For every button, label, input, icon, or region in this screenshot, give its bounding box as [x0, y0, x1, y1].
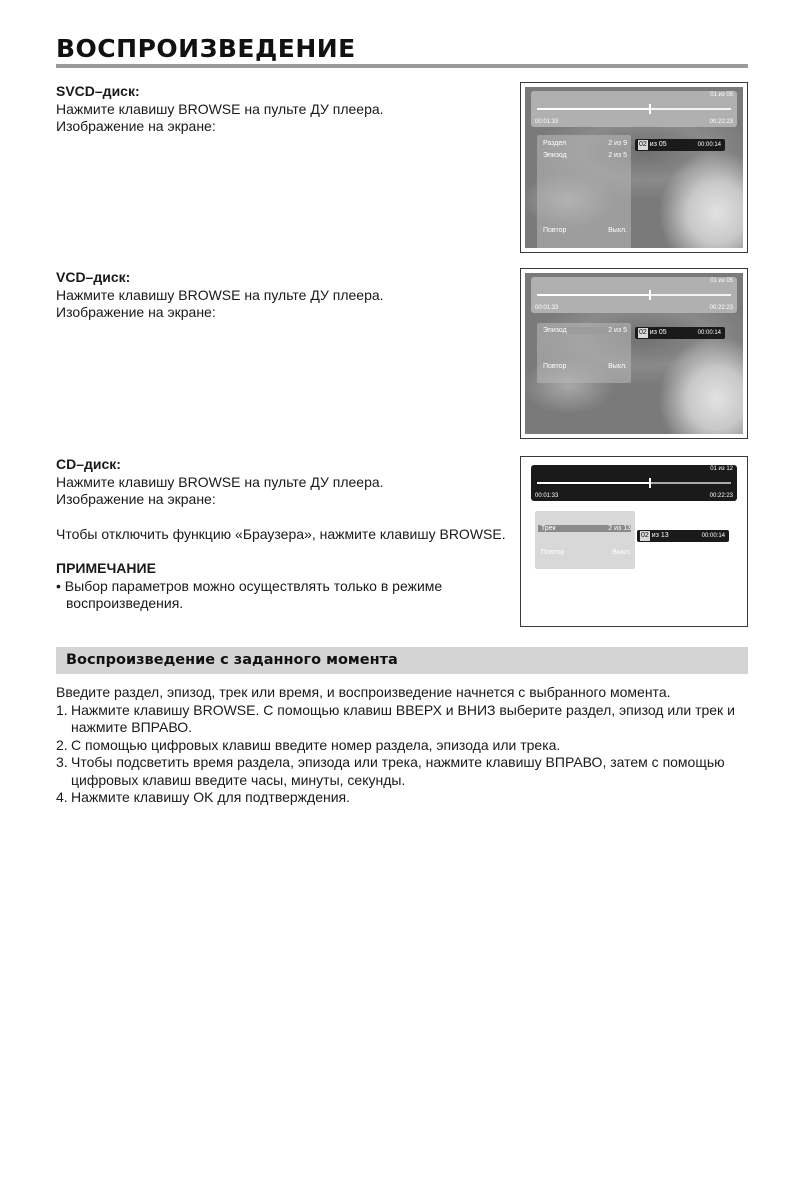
- vcd-entry-time: 00:00:14: [697, 330, 721, 336]
- svcd-time-elapsed: 00:01:33: [535, 119, 559, 125]
- vcd-screen: [520, 268, 748, 439]
- note-bullet: • Выбор параметров можно осуществлять только в режиме воспроизведения.: [56, 577, 443, 611]
- vcd-time-elapsed: 00:01:33: [535, 305, 559, 311]
- cd-section: [56, 456, 516, 613]
- vcd-progress-knob: [649, 290, 651, 300]
- cd-entry-of: из 13: [651, 532, 669, 539]
- menu-row-label: Трек: [541, 525, 556, 532]
- title-rule: [56, 64, 748, 68]
- step-number: 3.: [56, 754, 68, 770]
- cd-browse-off-instruction: Чтобы отключить функцию «Браузера», нажмите клавишу BROWSE.: [56, 525, 506, 542]
- svcd-progress-track: [537, 108, 731, 110]
- svcd-screen: [520, 82, 748, 253]
- step-number: 1.: [56, 701, 68, 718]
- goto-step: [56, 737, 748, 755]
- vcd-progress-fill: [537, 294, 650, 296]
- cd-screen-caption: Изображение на экране:: [56, 491, 216, 507]
- svcd-screen-caption: Изображение на экране:: [56, 118, 216, 134]
- cd-counter: 01 из 12: [710, 466, 733, 472]
- vcd-menu-row-episode: [540, 327, 627, 334]
- step-number: 2.: [56, 736, 68, 753]
- svcd-entry-box: [635, 139, 725, 151]
- vcd-progress-bar: [531, 277, 737, 313]
- step-text: Чтобы подсветить время раздела, эпизода или трека, нажмите клавишу ВПРАВО, затем с помощью цифровых клавиш введите часы, минуты, секунды.: [71, 754, 725, 788]
- vcd-instruction: Нажмите клавишу BROWSE на пульте ДУ плеера.: [56, 286, 384, 303]
- menu-row-value: Выкл.: [608, 363, 627, 370]
- vcd-entry-box: [635, 327, 725, 339]
- cd-browse-menu: [535, 511, 635, 569]
- cd-heading: CD–диск:: [56, 456, 121, 472]
- menu-row-label: Эпизод: [543, 152, 567, 159]
- menu-row-label: Эпизод: [543, 327, 567, 334]
- section-header-bar: [56, 647, 748, 674]
- vcd-entry-number: 02: [639, 329, 647, 336]
- vcd-progress-track: [537, 294, 731, 296]
- cd-time-total: 00:22:23: [709, 493, 733, 499]
- page-title: ВОСПРОИЗВЕДЕНИЕ: [56, 34, 356, 63]
- cd-menu-row-track: [538, 525, 631, 532]
- svcd-instruction: Нажмите клавишу BROWSE на пульте ДУ плеера.: [56, 100, 384, 117]
- menu-row-value: 2 из 5: [608, 327, 627, 334]
- goto-steps: [56, 702, 748, 807]
- cd-progress-knob: [649, 478, 651, 488]
- svcd-entry-of: из 05: [649, 141, 667, 148]
- vcd-screen-caption: Изображение на экране:: [56, 304, 216, 320]
- cd-progress-bar: [531, 465, 737, 501]
- goto-instructions: [56, 684, 748, 807]
- vcd-heading: VCD–диск:: [56, 269, 131, 285]
- svcd-time-total: 00:22:23: [709, 119, 733, 125]
- menu-row-value: Выкл.: [608, 227, 627, 234]
- cd-instruction: Нажмите клавишу BROWSE на пульте ДУ плеера.: [56, 473, 384, 490]
- menu-row-value: Выкл.: [612, 549, 631, 556]
- menu-row-value: 2 из 9: [608, 140, 627, 147]
- vcd-counter: 01 из 05: [710, 278, 733, 284]
- step-number: 4.: [56, 789, 68, 805]
- goto-step: [56, 754, 748, 789]
- menu-row-label: Повтор: [543, 363, 567, 370]
- svcd-section: [56, 83, 516, 136]
- goto-intro: Введите раздел, эпизод, трек или время, и воспроизведение начнется с выбранного момента.: [56, 684, 671, 700]
- cd-screen: [520, 456, 748, 627]
- menu-row-label: Раздел: [543, 140, 567, 147]
- svcd-progress-knob: [649, 104, 651, 114]
- menu-row-value: 2 из 13: [608, 525, 631, 532]
- step-text: Нажмите клавишу BROWSE. С помощью клавиш ВВЕРХ и ВНИЗ выберите раздел, эпизод или трек и нажмите ВПРАВО.: [71, 701, 735, 735]
- svcd-menu-row-repeat: [543, 227, 627, 234]
- svcd-entry-time: 00:00:14: [697, 142, 721, 148]
- cd-entry-time: 00:00:14: [701, 533, 725, 539]
- cd-entry-number: 02: [641, 532, 649, 539]
- menu-row-label: Повтор: [541, 549, 565, 556]
- section-title: Воспроизведение с заданного момента: [66, 652, 398, 668]
- goto-step: [56, 702, 748, 737]
- menu-row-value: 2 из 5: [608, 152, 627, 159]
- step-text: С помощью цифровых клавиш введите номер раздела, эпизода или трека.: [71, 736, 561, 753]
- svcd-screen-image: [525, 87, 743, 248]
- svcd-entry-number: 02: [639, 141, 647, 148]
- svcd-progress-bar: [531, 91, 737, 127]
- vcd-time-total: 00:22:23: [709, 305, 733, 311]
- cd-progress-fill: [537, 482, 650, 484]
- cd-entry-box: [637, 530, 729, 542]
- svcd-counter: 01 из 05: [710, 92, 733, 98]
- step-text: Нажмите клавишу OK для подтверждения.: [71, 789, 351, 805]
- cd-screen-image: [525, 461, 743, 622]
- menu-row-label: Повтор: [543, 227, 567, 234]
- vcd-screen-image: [525, 273, 743, 434]
- vcd-browse-menu: [537, 323, 631, 383]
- cd-progress-track: [537, 482, 731, 484]
- svcd-heading: SVCD–диск:: [56, 83, 140, 99]
- cd-menu-row-repeat: [541, 549, 631, 556]
- svcd-progress-fill: [537, 108, 650, 110]
- svcd-browse-menu: [537, 135, 631, 248]
- svcd-menu-row-chapter: [543, 140, 627, 147]
- vcd-entry-of: из 05: [649, 329, 667, 336]
- cd-time-elapsed: 00:01:33: [535, 493, 559, 499]
- svcd-menu-row-episode: [543, 152, 627, 159]
- note-heading: ПРИМЕЧАНИЕ: [56, 560, 156, 576]
- goto-step: [56, 789, 748, 807]
- vcd-section: [56, 269, 516, 322]
- vcd-menu-row-repeat: [543, 363, 627, 370]
